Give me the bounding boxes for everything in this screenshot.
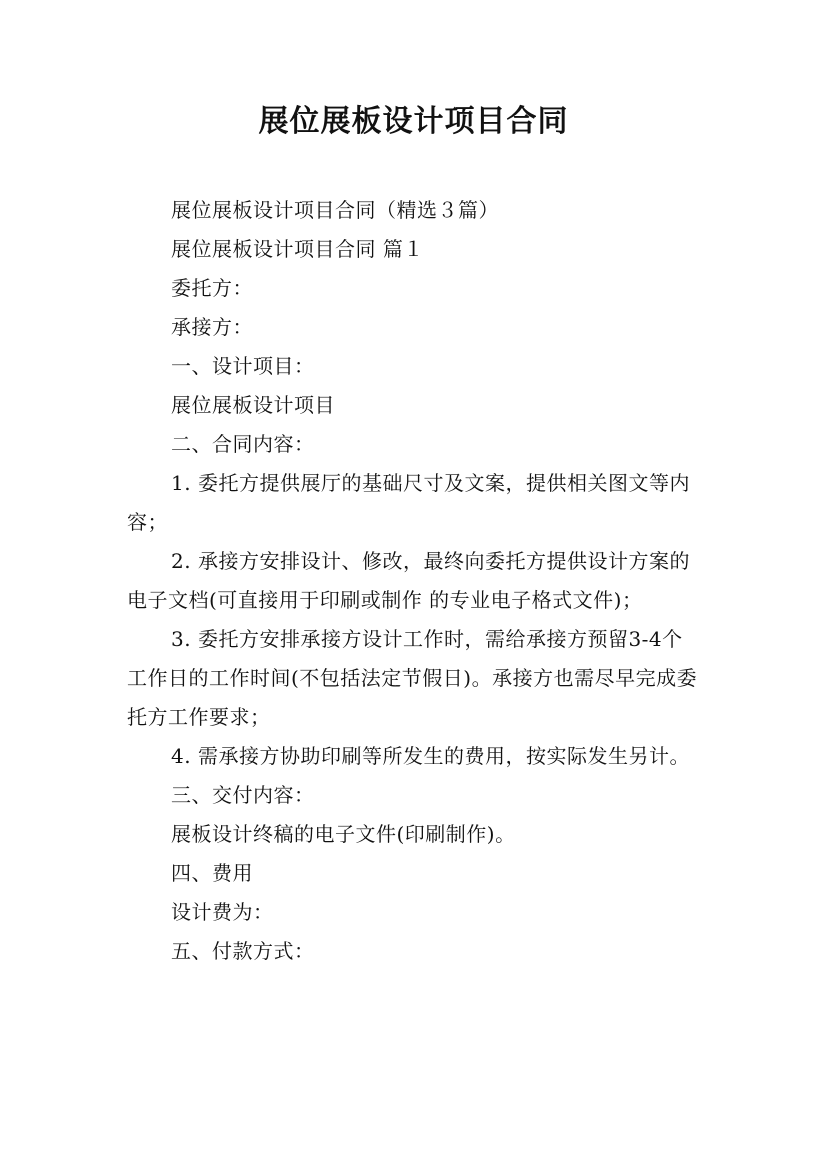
- paragraph-project-name: 展位展板设计项目: [171, 393, 335, 417]
- paragraph-clause-2: 2. 承接方安排设计、修改，最终向委托方提供设计方案的电子文档(可直接用于印刷或制作 的专业电子格式文件)；: [127, 549, 690, 612]
- document-title: 展位展板设计项目合同: [258, 104, 569, 139]
- document-body: [127, 191, 703, 971]
- paragraph-clause-3: 3. 委托方安排承接方设计工作时，需给承接方预留3-4个工作日的工作时间(不包括法定节假日)。承接方也需尽早完成委托方工作要求；: [127, 627, 698, 729]
- paragraph-client: 委托方：: [171, 276, 253, 300]
- paragraph-delivery-content: 展板设计终稿的电子文件(印刷制作)。: [171, 822, 516, 846]
- paragraph-clause-4: 4. 需承接方协助印刷等所发生的费用，按实际发生另计。: [171, 744, 690, 768]
- paragraph-design-fee: 设计费为：: [171, 900, 274, 924]
- paragraph-contractor: 承接方：: [171, 315, 253, 339]
- paragraph-heading-delivery: 三、交付内容：: [171, 783, 315, 807]
- paragraph-heading-content: 二、合同内容：: [171, 432, 315, 456]
- paragraph-heading-payment: 五、付款方式：: [171, 939, 315, 963]
- paragraph-clause-1: 1. 委托方提供展厅的基础尺寸及文案，提供相关图文等内容；: [127, 471, 690, 534]
- paragraph-heading-fees: 四、费用: [171, 861, 253, 885]
- paragraph-subtitle: 展位展板设计项目合同（精选３篇）: [171, 198, 499, 222]
- paragraph-section-heading: 展位展板设计项目合同 篇１: [171, 237, 424, 261]
- paragraph-heading-project: 一、设计项目：: [171, 354, 315, 378]
